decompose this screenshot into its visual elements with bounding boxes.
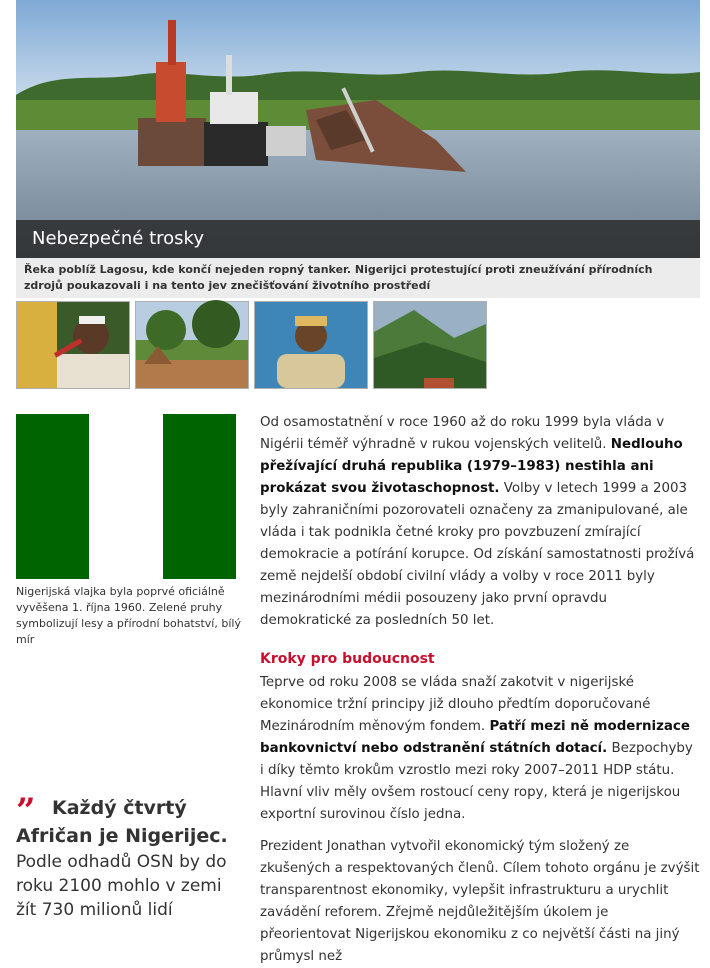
flag-band-center (89, 414, 162, 579)
quote-headline: Každý čtvrtý Afričan je Nigerijec. (16, 797, 228, 847)
hero-image (16, 0, 700, 258)
hero-caption: Řeka poblíž Lagosu, kde končí nejeden ropný tanker. Nigerijci protestující proti zneužívání přírodních zdrojů poukazovali i na tento jev znečišťování životního prostředí (16, 258, 700, 298)
p1-text-c: Volby v letech 1999 a 2003 byly zahraničními pozorovateli označeny za zmanipulované, ale vláda i tak podnikla četné kroky pro povzbuzení zmírající demokracie a potírání korupce. Od získání samostatnosti prožívá země nejdelší období civilní vlády a volby v roce 2011 byly mezinárodními médii posouzeny jako první opravdu demokratické za posledních 50 let. (260, 481, 695, 628)
flag-band-right (163, 414, 236, 579)
quote-mark-icon: ” (16, 791, 36, 831)
article-paragraph-2 (260, 672, 700, 826)
thumbnail-portrait[interactable] (254, 301, 368, 389)
p2-text-c: Bezpochyby i díky těmto krokům vzrostlo mezi roky 2007–2011 HDP státu. Hlavní vliv měly ovšem rostoucí ceny ropy, která je nigerijskou exportní surovinou číslo jedna. (260, 741, 693, 822)
section-heading: Kroky pro budoucnost (260, 651, 435, 667)
flag-band-left (16, 414, 89, 579)
nigeria-flag (16, 414, 236, 579)
article-body (260, 412, 700, 968)
thumbnail-mountains[interactable] (373, 301, 487, 389)
p1-text-a: Od osamostatnění v roce 1960 až do roku 1999 byla vláda v Nigérii téměř výhradně v rukou vojenských velitelů. (260, 415, 665, 452)
p1-highlight: Nedlouho přežívající druhá republika (1979–1983) nestihla ani prokázat svou životaschopnost. (260, 437, 683, 496)
thumbnail-village[interactable] (135, 301, 249, 389)
thumbnail-musician[interactable] (16, 301, 130, 389)
quote-body: Podle odhadů OSN by do roku 2100 mohlo v zemi žít 730 milionů lidí (16, 852, 227, 920)
hero-title: Nebezpečné trosky (16, 220, 700, 258)
p2-text-a: Teprve od roku 2008 se vláda snaží zakotvit v nigerijské ekonomice tržní principy již dlouho předtím doporučované Mezinárodním měnovým fondem. (260, 675, 651, 734)
pull-quote (16, 791, 244, 922)
article-paragraph-1 (260, 412, 700, 632)
article-paragraph-3: Prezident Jonathan vytvořil ekonomický tým složený ze zkušených a respektovaných členů. Cílem tohoto orgánu je zvýšit transparentnost ekonomiky, vylepšit infrastrukturu a urychlit zavádění reforem. Zřejmě nejdůležitějším úkolem je přeorientovat Nigerijskou ekonomiku z co největší části na jiný průmysl než (260, 839, 700, 964)
flag-caption: Nigerijská vlajka byla poprvé oficiálně vyvěšena 1. října 1960. Zelené pruhy symbolizují lesy a přírodní bohatství, bílý mír (16, 585, 241, 646)
p2-highlight: Patří mezi ně modernizace bankovnictví nebo odstranění státních dotací. (260, 719, 690, 756)
